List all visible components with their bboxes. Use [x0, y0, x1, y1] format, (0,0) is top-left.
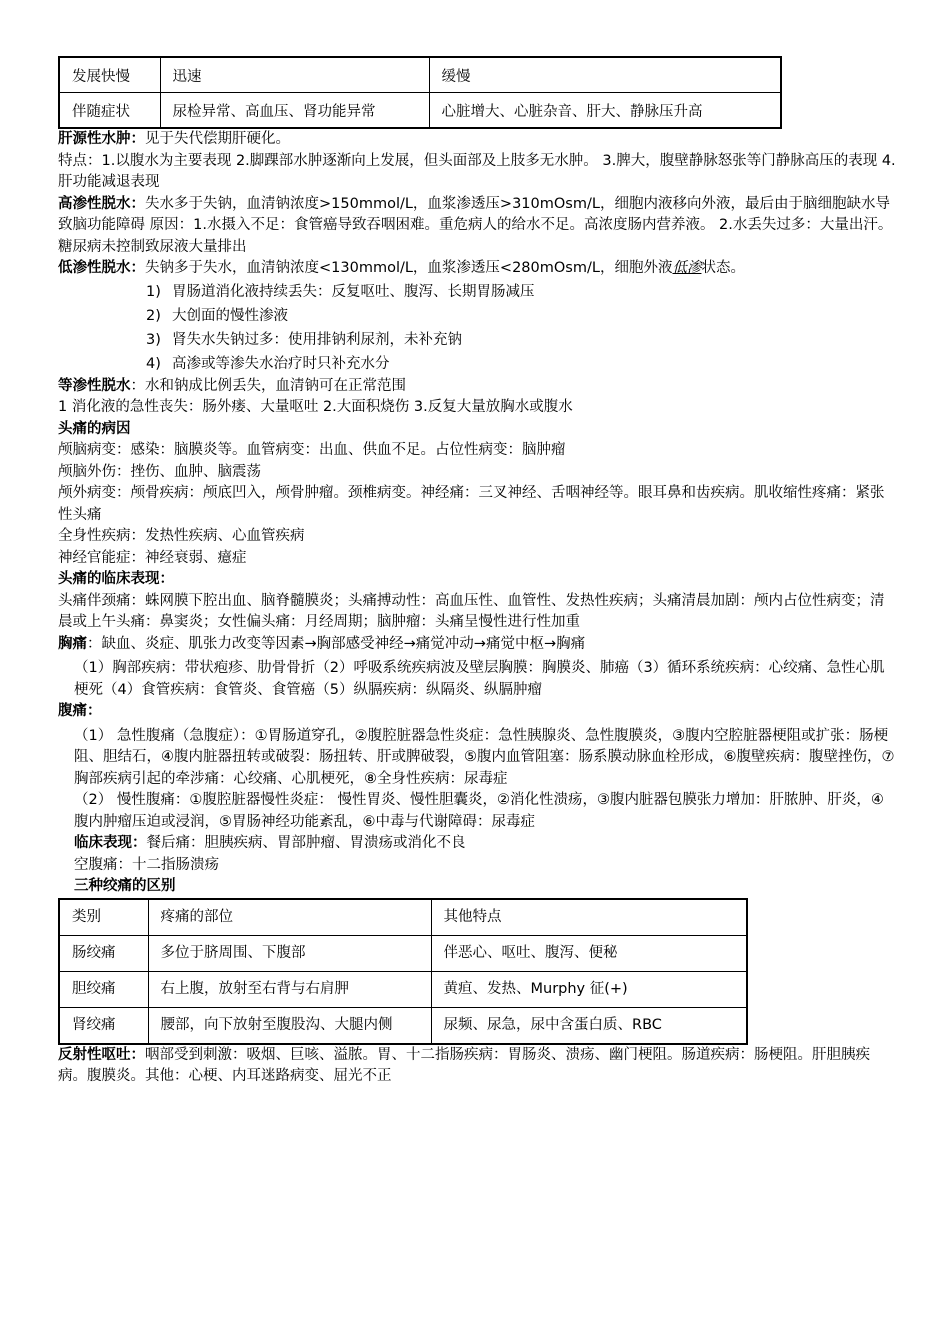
list-item [58, 328, 898, 352]
table-header-cell: 其他特点 [431, 899, 747, 936]
list-item-text: 大创面的慢性渗液 [172, 307, 288, 324]
list-number: 3) [146, 331, 161, 348]
list-item [58, 280, 898, 304]
table-cell: 肾绞痛 [59, 1007, 148, 1044]
table-cell: 胆绞痛 [59, 971, 148, 1007]
table-cell: 伴恶心、呕吐、腹泻、便秘 [431, 935, 747, 971]
table-cell: 迅速 [160, 57, 429, 93]
edema-comparison-table [58, 56, 782, 129]
empty-stomach-pain: 空腹痛：十二指肠溃疡 [74, 856, 219, 873]
paragraph-text: 餐后痛：胆胰疾病、胃部肿瘤、胃溃疡或消化不良 [146, 835, 466, 851]
colic-comparison-table [58, 898, 748, 1045]
list-number: 1) [146, 283, 161, 300]
table-header-row [59, 899, 747, 936]
section-heading: 等渗性脱水 [58, 377, 131, 394]
colic-heading: 三种绞痛的区别 [74, 878, 176, 894]
features-paragraph: 特点：1.以腹水为主要表现 2.脚踝部水肿逐渐向上发展，但头面部及上肢多无水肿。 3.脾大，腹壁静脉怒张等门静脉高压的表现 4.肝功能减退表现 [58, 152, 896, 190]
paragraph-text: 失钠多于失水，血清钠浓度<130mmol/L，血浆渗透压<280mOsm/L，细胞外液 [145, 260, 673, 276]
table-cell: 肠绞痛 [59, 935, 148, 971]
section-heading: 临床表现： [74, 835, 147, 851]
paragraph-text: 见于失代偿期肝硬化。 [145, 131, 290, 147]
abdominal-clinical-paragraph [58, 833, 898, 855]
chest-pain-paragraph [58, 634, 898, 656]
table-cell: 尿频、尿急，尿中含蛋白质、RBC [431, 1007, 747, 1044]
section-heading: 反射性呕吐： [58, 1046, 145, 1063]
list-number: 2) [146, 307, 161, 324]
headache-clinical-heading: 头痛的临床表现： [58, 571, 174, 587]
table-cell: 黄疸、发热、Murphy 征(+) [431, 971, 747, 1007]
table-cell: 右上腹，放射至右背与右肩胛 [148, 971, 431, 1007]
list-item [58, 352, 898, 376]
section-heading: 低渗性脱水： [58, 260, 145, 276]
headache-cause-line: 颅外病变：颅骨疾病：颅底凹入，颅骨肿瘤。颈椎病变。神经痛：三叉神经、舌咽神经等。眼耳鼻和齿疾病。肌收缩性疼痛：紧张性头痛 [58, 485, 885, 523]
list-number: 4) [146, 355, 161, 372]
hypotonic-paragraph [58, 258, 898, 280]
table-cell: 缓慢 [429, 57, 781, 93]
paragraph-text: 失水多于失钠，血清钠浓度>150mmol/L，血浆渗透压>310mOsm/L，细胞内液移向外液，最后由于脑细胞缺水导致脑功能障碍 原因：1.水摄入不足：食管癌导致吞咽困难。重危病人的给水不足。高浓度肠内营养液。 2.水丢失过多：大量出汗。糖尿病未控制致尿液大量排出 [58, 195, 893, 255]
table-header-cell: 疼痛的部位 [148, 899, 431, 936]
headache-clinical-paragraph: 头痛伴颈痛：蛛网膜下腔出血、脑脊髓膜炎；头痛搏动性：高血压性、血管性、发热性疾病；头痛清晨加剧：颅内占位性病变；清晨或上午头痛：鼻窦炎；女性偏头痛：月经周期；脑肿瘤：头痛呈慢性进行性加重 [58, 592, 885, 630]
chronic-abdominal-pain: （2） 慢性腹痛：①腹腔脏器慢性炎症： 慢性胃炎、慢性胆囊炎，②消化性溃疡，③腹内脏器包膜张力增加：肝脓肿、肝炎，④腹内肿瘤压迫或浸润，⑤胃肠神经功能紊乱，⑥中毒与代谢障碍：尿毒症 [74, 792, 884, 830]
table-row [59, 935, 747, 971]
headache-cause-line: 全身性疾病：发热性疾病、心血管疾病 [58, 528, 305, 544]
headache-cause-line: 颅脑外伤：挫伤、血肿、脑震荡 [58, 463, 261, 480]
table-row [59, 971, 747, 1007]
section-heading: 高渗性脱水： [58, 195, 145, 212]
paragraph-text: ：缺血、炎症、肌张力改变等因素→胸部感受神经→痛觉冲动→痛觉中枢→胸痛 [87, 635, 586, 652]
headache-causes-heading: 头痛的病因 [58, 420, 131, 437]
list-item [58, 304, 898, 328]
hypotonic-cause-list [58, 280, 898, 376]
table-row [59, 57, 781, 93]
reflex-vomit-paragraph [58, 1045, 898, 1088]
abdominal-pain-heading: 腹痛： [58, 703, 102, 719]
list-item-text: 高渗或等渗失水治疗时只补充水分 [172, 355, 390, 372]
paragraph-text: ：水和钠成比例丢失，血清钠可在正常范围 [130, 377, 406, 394]
section-heading: 胸痛 [58, 635, 87, 652]
headache-cause-line: 神经官能症：神经衰弱、癔症 [58, 549, 247, 566]
chest-pain-detail: （1）胸部疾病：带状疱疹、肋骨骨折（2）呼吸系统疾病波及壁层胸膜：胸膜炎、肺癌（3）循环系统疾病：心绞痛、急性心肌梗死（4）食管疾病：食管炎、食管癌（5）纵膈疾病：纵隔炎、纵膈肿瘤 [74, 660, 885, 698]
table-cell: 伴随症状 [59, 93, 160, 129]
liver-edema-paragraph [58, 129, 898, 151]
table-cell: 发展快慢 [59, 57, 160, 93]
isotonic-paragraph [58, 376, 898, 398]
section-heading: 肝源性水肿： [58, 131, 145, 147]
paragraph-text: 状态。 [701, 260, 745, 276]
table-cell: 腰部，向下放射至腹股沟、大腿内侧 [148, 1007, 431, 1044]
hypertonic-paragraph [58, 194, 898, 259]
table-row [59, 93, 781, 129]
list-item-text: 胃肠道消化液持续丢失：反复呕吐、腹泻、长期胃肠减压 [172, 283, 535, 300]
table-cell: 多位于脐周围、下腹部 [148, 935, 431, 971]
emphasis-text: 低渗 [672, 260, 702, 276]
table-header-cell: 类别 [59, 899, 148, 936]
table-cell: 心脏增大、心脏杂音、肝大、静脉压升高 [429, 93, 781, 129]
isotonic-causes-paragraph: 1 消化液的急性丧失：肠外瘘、大量呕吐 2.大面积烧伤 3.反复大量放胸水或腹水 [58, 399, 573, 415]
table-row [59, 1007, 747, 1044]
document-page [58, 56, 898, 1088]
paragraph-text: 咽部受到刺激：吸烟、巨咳、溢脓。胃、十二指肠疾病：胃肠炎、溃疡、幽门梗阻。肠道疾病：肠梗阻。肝胆胰疾病。腹膜炎。其他：心梗、内耳迷路病变、屈光不正 [58, 1046, 870, 1084]
headache-cause-line: 颅脑病变：感染：脑膜炎等。血管病变：出血、供血不足。占位性病变：脑肿瘤 [58, 442, 566, 458]
acute-abdominal-pain: （1） 急性腹痛（急腹症）：①胃肠道穿孔，②腹腔脏器急性炎症：急性胰腺炎、急性腹膜炎，③腹内空腔脏器梗阻或扩张：肠梗阻、胆结石，④腹内脏器扭转或破裂：肠扭转、肝或脾破裂，⑤腹内血管阻塞：肠系膜动脉血栓形成，⑥腹壁疾病：腹壁挫伤，⑦胸部疾病引起的牵涉痛：心绞痛、心肌梗死，⑧全身性疾病：尿毒症 [74, 727, 895, 787]
table-cell: 尿检异常、高血压、肾功能异常 [160, 93, 429, 129]
list-item-text: 肾失水失钠过多：使用排钠利尿剂，未补充钠 [172, 331, 462, 348]
